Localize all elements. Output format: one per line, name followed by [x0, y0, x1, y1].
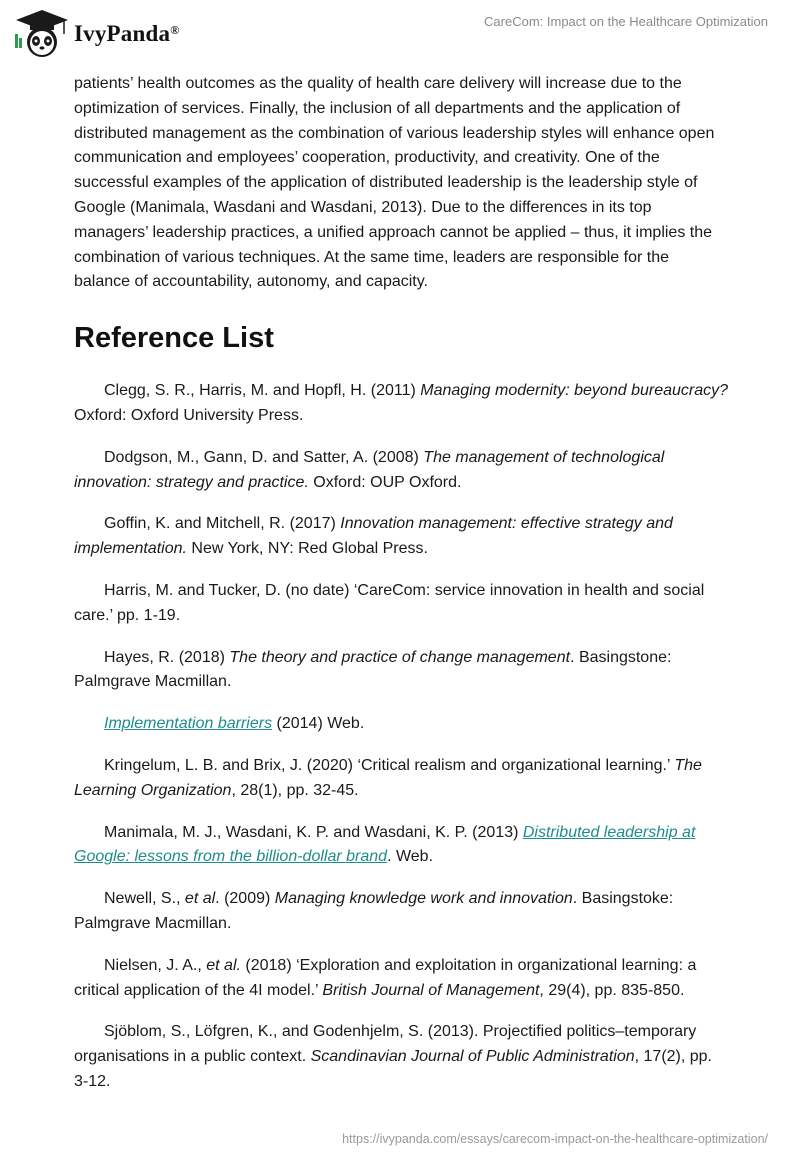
implementation-barriers-link[interactable]: Implementation barriers	[104, 715, 273, 733]
body-paragraph: patients’ health outcomes as the quality of health care delivery will increase due to the optimization of services. Finally, the inclusion of all departments and the application of distributed management as the combination of various leadership styles will enhance open communication and employees’ cooperation, productivity, and creativity. One of the successful examples of the application of distributed leadership is the leadership style of Google (Manimala, Wasdani and Wasdani, 2013). Due to the differences in its top managers’ leadership practices, a unified approach cannot be applied – thus, it implies the combination of various techniques. At the same time, leaders are responsible for the balance of accountability, autonomy, and capacity.	[74, 75, 715, 291]
document-header-title: CareCom: Impact on the Healthcare Optimization	[484, 14, 768, 29]
reference-item: Clegg, S. R., Harris, M. and Hopfl, H. (2011) Managing modernity: beyond bureaucracy? Oxford: Oxford University Press.	[74, 382, 729, 424]
reference-item: Nielsen, J. A., et al. (2018) ‘Exploration and exploitation in organizational learning: a critical application of the 4I model.’ British Journal of Management, 29(4), pp. 835-850.	[74, 956, 697, 999]
distributed-leadership-link[interactable]: Distributed leadership at Google: lessons from the billion-dollar brand	[74, 823, 696, 866]
reference-item: Sjöblom, S., Löfgren, K., and Godenhjelm, S. (2013). Projectified politics–temporary organisations in a public context. Scandinavian Journal of Public Administration, 17(2), pp. 3-12.	[74, 1023, 712, 1090]
site-logo[interactable]	[14, 8, 179, 60]
panda-graduate-icon	[14, 8, 70, 60]
reference-item: Hayes, R. (2018) The theory and practice of change management. Basingstone: Palmgrave Macmillan.	[74, 648, 672, 691]
logo-wordmark: IvyPanda®	[74, 21, 180, 46]
reference-item: Manimala, M. J., Wasdani, K. P. and Wasdani, K. P. (2013) Distributed leadership at Google: lessons from the billion-dollar brand. Web.	[74, 823, 696, 866]
reference-list	[74, 379, 728, 1095]
reference-item: Dodgson, M., Gann, D. and Satter, A. (2008) The management of technological innovation: strategy and practice. Oxford: OUP Oxford.	[74, 448, 665, 491]
reference-item: Implementation barriers (2014) Web.	[104, 715, 365, 733]
footer-url[interactable]: https://ivypanda.com/essays/carecom-impact-on-the-healthcare-optimization/	[342, 1132, 768, 1146]
reference-item: Newell, S., et al. (2009) Managing knowledge work and innovation. Basingstoke: Palmgrave Macmillan.	[74, 890, 674, 932]
reference-item: Harris, M. and Tucker, D. (no date) ‘CareCom: service innovation in health and social care.’ pp. 1-19.	[74, 581, 705, 624]
reference-item: Goffin, K. and Mitchell, R. (2017) Innovation management: effective strategy and implementation. New York, NY: Red Global Press.	[74, 515, 673, 558]
reference-item: Kringelum, L. B. and Brix, J. (2020) ‘Critical realism and organizational learning.’ The Learning Organization, 28(1), pp. 32-45.	[74, 756, 702, 799]
reference-list-heading: Reference List	[74, 322, 274, 355]
essay-content	[74, 72, 728, 1112]
